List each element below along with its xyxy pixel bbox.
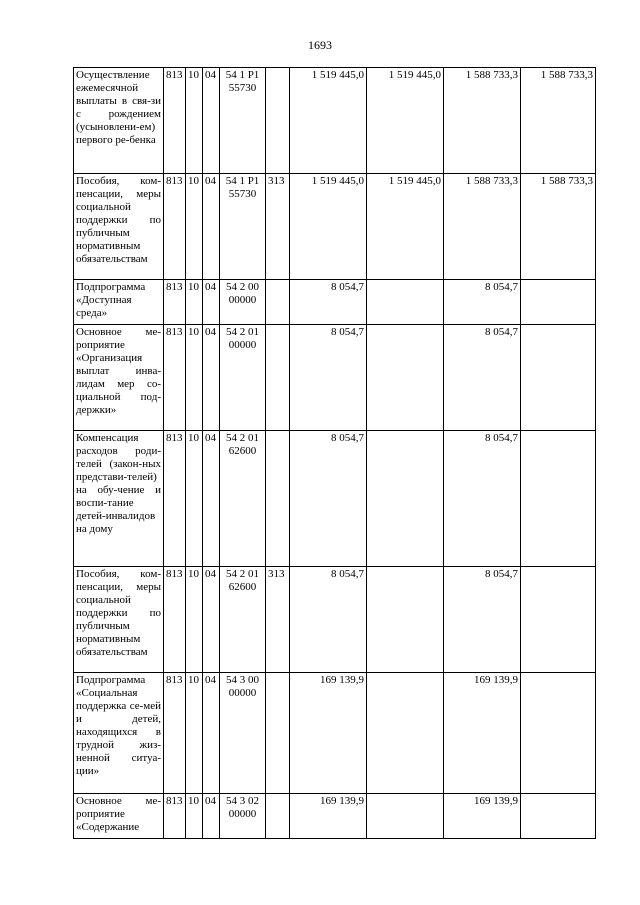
amount-4 xyxy=(521,325,596,431)
table-row xyxy=(74,794,596,839)
amount-3: 1 588 733,3 xyxy=(444,68,521,174)
amount-2 xyxy=(367,794,444,839)
table-row xyxy=(74,174,596,280)
row-name: Основное ме-роприятие «Содержание xyxy=(74,794,164,839)
target-article-code: 54 1 Р1 55730 xyxy=(220,174,266,280)
table-row xyxy=(74,68,596,174)
amount-2 xyxy=(367,567,444,673)
amount-1: 8 054,7 xyxy=(290,280,367,325)
table-row xyxy=(74,673,596,794)
table-row xyxy=(74,280,596,325)
amount-3: 8 054,7 xyxy=(444,325,521,431)
amount-3: 8 054,7 xyxy=(444,431,521,567)
section-code: 10 xyxy=(186,280,203,325)
table-row xyxy=(74,325,596,431)
expense-type-code xyxy=(266,673,290,794)
row-name: Пособия, ком-пенсации, меры социальной поддержки по публичным нормативным обязательствам xyxy=(74,567,164,673)
amount-2 xyxy=(367,280,444,325)
amount-1: 169 139,9 xyxy=(290,794,367,839)
expense-type-code xyxy=(266,794,290,839)
row-name: Пособия, ком-пенсации, меры социальной поддержки по публичным нормативным обязательствам xyxy=(74,174,164,280)
amount-4 xyxy=(521,280,596,325)
row-name: Осуществление ежемесячной выплаты в свя-зи с рождением (усыновлени-ем) первого ре-бенка xyxy=(74,68,164,174)
amount-1: 8 054,7 xyxy=(290,431,367,567)
section-code: 10 xyxy=(186,431,203,567)
target-article-code: 54 2 01 00000 xyxy=(220,325,266,431)
ministry-code: 813 xyxy=(164,567,186,673)
section-code: 10 xyxy=(186,567,203,673)
ministry-code: 813 xyxy=(164,280,186,325)
amount-4: 1 588 733,3 xyxy=(521,174,596,280)
amount-4 xyxy=(521,567,596,673)
table-row xyxy=(74,431,596,567)
ministry-code: 813 xyxy=(164,673,186,794)
budget-table xyxy=(73,67,596,839)
expense-type-code: 313 xyxy=(266,174,290,280)
subsection-code: 04 xyxy=(203,431,220,567)
amount-3: 169 139,9 xyxy=(444,673,521,794)
amount-1: 1 519 445,0 xyxy=(290,174,367,280)
target-article-code: 54 2 00 00000 xyxy=(220,280,266,325)
amount-1: 8 054,7 xyxy=(290,567,367,673)
ministry-code: 813 xyxy=(164,68,186,174)
amount-2 xyxy=(367,431,444,567)
target-article-code: 54 3 02 00000 xyxy=(220,794,266,839)
section-code: 10 xyxy=(186,68,203,174)
subsection-code: 04 xyxy=(203,68,220,174)
target-article-code: 54 2 01 62600 xyxy=(220,431,266,567)
amount-4 xyxy=(521,673,596,794)
expense-type-code xyxy=(266,68,290,174)
expense-type-code: 313 xyxy=(266,567,290,673)
subsection-code: 04 xyxy=(203,174,220,280)
section-code: 10 xyxy=(186,794,203,839)
subsection-code: 04 xyxy=(203,280,220,325)
amount-4 xyxy=(521,431,596,567)
page-number: 1693 xyxy=(308,38,332,52)
subsection-code: 04 xyxy=(203,325,220,431)
ministry-code: 813 xyxy=(164,431,186,567)
section-code: 10 xyxy=(186,174,203,280)
amount-2: 1 519 445,0 xyxy=(367,174,444,280)
row-name: Подпрограмма «Социальная поддержка се-мей и детей, находящихся в трудной жиз-ненной ситуа-ции» xyxy=(74,673,164,794)
ministry-code: 813 xyxy=(164,325,186,431)
amount-2: 1 519 445,0 xyxy=(367,68,444,174)
subsection-code: 04 xyxy=(203,567,220,673)
amount-1: 169 139,9 xyxy=(290,673,367,794)
target-article-code: 54 1 Р1 55730 xyxy=(220,68,266,174)
table-row xyxy=(74,567,596,673)
amount-1: 1 519 445,0 xyxy=(290,68,367,174)
amount-2 xyxy=(367,673,444,794)
amount-2 xyxy=(367,325,444,431)
expense-type-code xyxy=(266,431,290,567)
subsection-code: 04 xyxy=(203,673,220,794)
section-code: 10 xyxy=(186,325,203,431)
amount-4 xyxy=(521,794,596,839)
expense-type-code xyxy=(266,280,290,325)
subsection-code: 04 xyxy=(203,794,220,839)
expense-type-code xyxy=(266,325,290,431)
row-name: Подпрограмма «Доступная среда» xyxy=(74,280,164,325)
target-article-code: 54 3 00 00000 xyxy=(220,673,266,794)
amount-3: 1 588 733,3 xyxy=(444,174,521,280)
ministry-code: 813 xyxy=(164,794,186,839)
section-code: 10 xyxy=(186,673,203,794)
amount-3: 169 139,9 xyxy=(444,794,521,839)
amount-3: 8 054,7 xyxy=(444,280,521,325)
row-name: Основное ме-роприятие «Организация выплат инва-лидам мер со-циальной под-держки» xyxy=(74,325,164,431)
row-name: Компенсация расходов роди-телей (закон-ных представи-телей) на обу-чение и воспи-тание детей-инвалидов на дому xyxy=(74,431,164,567)
amount-4: 1 588 733,3 xyxy=(521,68,596,174)
ministry-code: 813 xyxy=(164,174,186,280)
target-article-code: 54 2 01 62600 xyxy=(220,567,266,673)
amount-1: 8 054,7 xyxy=(290,325,367,431)
amount-3: 8 054,7 xyxy=(444,567,521,673)
